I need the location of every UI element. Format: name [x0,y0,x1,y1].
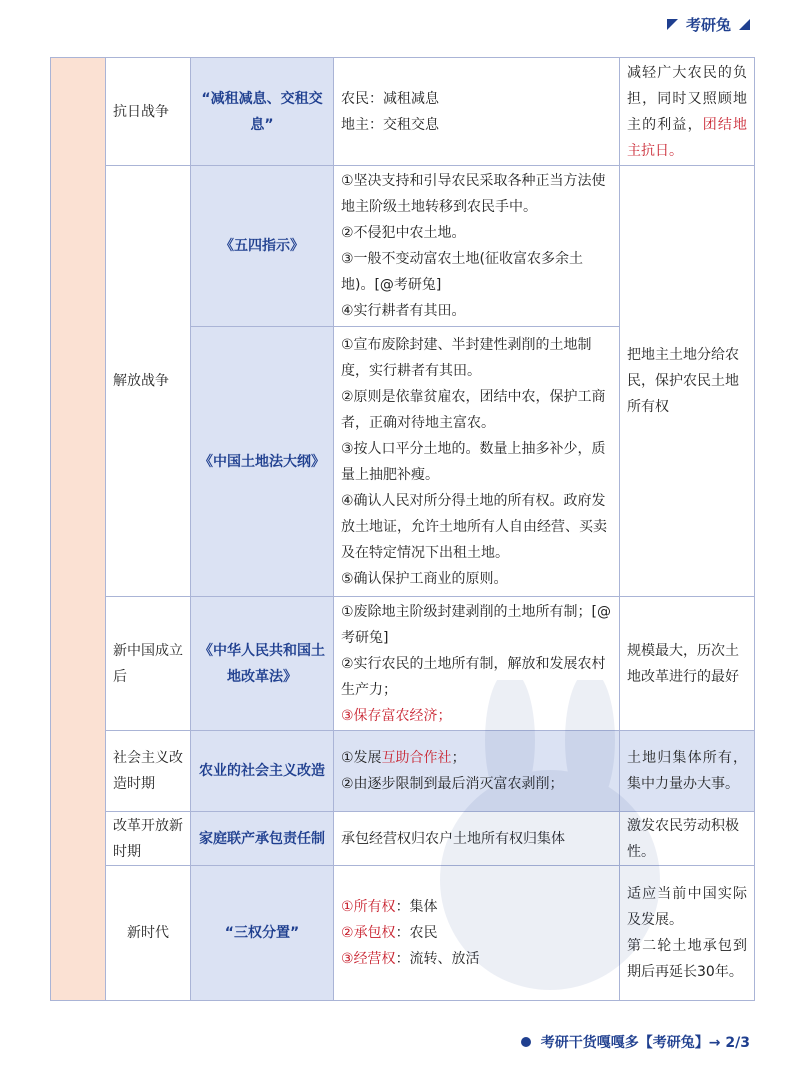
content-line: ④实行耕者有其田。 [341,303,466,319]
content-line: 农民：减租减息 [341,90,439,107]
content-cell [334,866,620,1001]
policy-cell: “三权分置” [191,866,334,1001]
bullet-dot-icon [521,1037,531,1047]
content-line: ②原则是依靠贫雇农，团结中农，保护工商者，正确对待地主富农。 [341,388,606,431]
right-key: 承包权 [353,925,396,941]
item-number: ② [341,925,354,941]
table-row [51,166,755,327]
era-cell: 新时代 [106,866,191,1001]
content-line: ①宣布废除封建、半封建性剥削的土地制度，实行耕者有其田。 [341,336,592,379]
brand-header [667,14,750,35]
era-cell: 解放战争 [106,166,191,597]
policy-cell: 农业的社会主义改造 [191,731,334,812]
effect-text: 减轻广大农民的负担，同时又照顾地主的利益， [627,64,747,133]
content-line: ③按人口平分土地的。数量上抽多补少，质量上抽肥补瘦。 [341,440,606,483]
content-cell: 承包经营权归农户土地所有权归集体 [334,812,620,866]
content-cell [334,597,620,731]
item-number: ③ [341,951,354,967]
content-line [341,920,612,946]
era-cell: 抗日战争 [106,58,191,166]
content-cell [334,731,620,812]
content-line: ②实行农民的土地所有制，解放和发展农村生产力； [341,655,606,698]
policy-cell: 《五四指示》 [191,166,334,327]
effect-line: 第二轮土地承包到期后再延长30年。 [627,938,747,980]
right-key: 经营权 [353,951,396,967]
footer [521,1032,750,1052]
content-line: ⑤确认保护工商业的原则。 [341,570,508,587]
content-line: ①废除地主阶级封建剥削的土地所有制；[@考研兔] [341,603,612,646]
content-line: ②不侵犯中农土地。 [341,225,466,241]
effect-highlight: 团结地主抗日。 [627,116,748,159]
content-text: ； [451,750,466,766]
era-cell: 改革开放新时期 [106,812,191,866]
table-row [51,812,755,866]
right-value: ：流转、放活 [395,951,480,967]
effect-cell: 激发农民劳动积极性。 [620,812,755,866]
policy-cell: “减租减息、交租交息” [191,58,334,166]
table-row [51,731,755,812]
effect-cell: 土地归集体所有，集中力量办大事。 [620,731,755,812]
table-row [51,597,755,731]
right-value: ：集体 [395,899,438,915]
footer-text: 考研干货嘎嘎多【考研兔】→ 2/3 [540,1035,750,1051]
brand-name: 考研兔 [685,16,731,34]
item-number: ① [341,899,354,915]
effect-cell [620,866,755,1001]
effect-cell: 规模最大，历次土地改革进行的最好 [620,597,755,731]
triangle-right-icon [739,19,750,30]
content-text: ①发展 [341,750,382,766]
policy-cell: 家庭联产承包责任制 [191,812,334,866]
effect-line: 适应当前中国实际及发展。 [627,886,747,928]
content-line: ④确认人民对所分得土地的所有权。政府发放土地证，允许土地所有人自由经营、买卖及在特定情况下出租土地。 [341,492,607,561]
content-line: ②由逐步限制到最后消灭富农剥削； [341,776,564,792]
table-row [51,58,755,166]
content-cell [334,166,620,327]
table-row [51,866,755,1001]
category-side-cell [51,58,106,1001]
right-value: ：农民 [395,925,438,941]
policy-cell: 《中华人民共和国土地改革法》 [191,597,334,731]
era-cell: 社会主义改造时期 [106,731,191,812]
effect-cell [620,58,755,166]
content-line [341,946,612,972]
content-line [341,894,612,920]
content-highlight: 互助合作社 [381,750,452,766]
content-line [341,745,612,771]
content-cell [334,327,620,597]
content-line: ③一般不变动富农土地(征收富农多余土地)。[@考研兔] [341,251,584,293]
effect-cell: 把地主土地分给农民，保护农民土地所有权 [620,166,755,597]
right-key: 所有权 [353,899,396,915]
policy-cell: 《中国土地法大纲》 [191,327,334,597]
era-cell: 新中国成立后 [106,597,191,731]
triangle-left-icon [667,19,678,30]
content-cell [334,58,620,166]
content-line-highlight: ③保存富农经济； [341,707,452,724]
content-line: 地主：交租交息 [341,116,439,133]
land-reform-table [50,57,755,1001]
content-line: ①坚决支持和引导农民采取各种正当方法使地主阶级土地转移到农民手中。 [341,173,606,215]
